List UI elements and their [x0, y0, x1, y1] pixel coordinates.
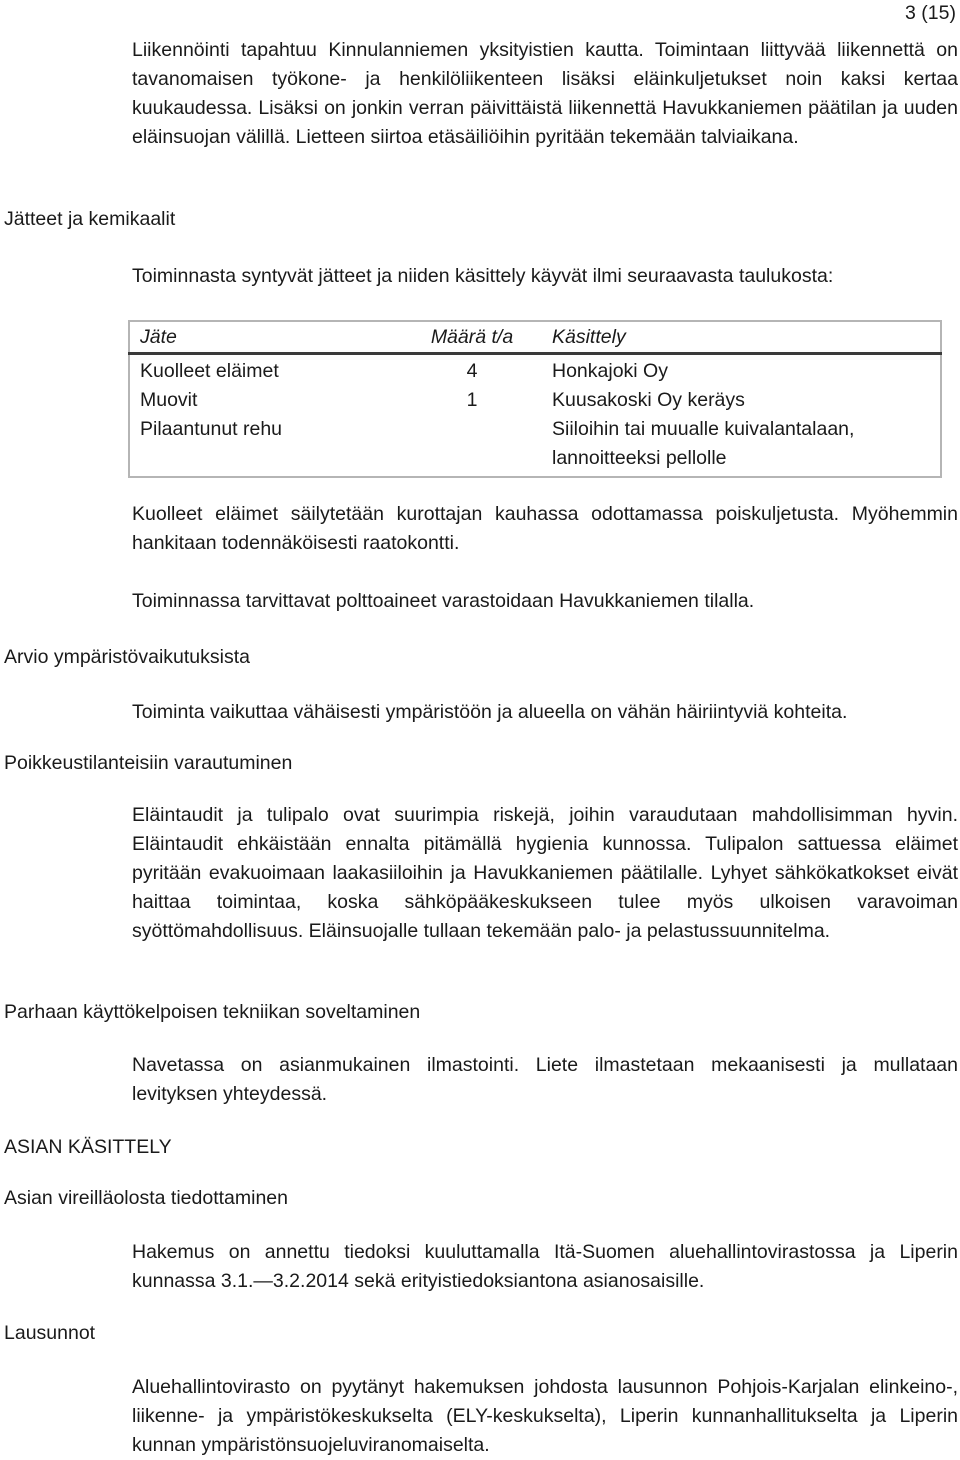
table-header-cell: Määrä t/a	[402, 321, 542, 354]
bat-text: Navetassa on asianmukainen ilmastointi. Liete ilmastetaan mekaanisesti ja mullataan levityksen yhteydessä.	[132, 1054, 958, 1105]
case-heading: ASIAN KÄSITTELY	[4, 1136, 172, 1158]
table-cell: Muovit	[140, 389, 198, 411]
table-cell: Honkajoki Oy	[552, 360, 668, 382]
env-text: Toiminta vaikuttaa vähäisesti ympäristöön ja alueella on vähän häiriintyviä kohteita.	[132, 701, 848, 723]
table-cell: Kuusakoski Oy keräys	[552, 389, 745, 411]
table-cell	[402, 415, 542, 477]
statements-heading: Lausunnot	[4, 1322, 96, 1344]
page-number: 3 (15)	[905, 2, 956, 24]
fuel-note: Toiminnassa tarvittavat polttoaineet varastoidaan Havukkaniemen tilalla.	[132, 590, 755, 612]
table-cell: 4	[466, 360, 478, 382]
table-header-cell: Käsittely	[542, 321, 941, 354]
bat-heading: Parhaan käyttökelpoisen tekniikan soveltaminen	[4, 1001, 421, 1023]
table-header-row	[129, 321, 941, 354]
notice-heading: Asian vireilläolosta tiedottaminen	[4, 1187, 288, 1209]
waste-intro: Toiminnasta syntyvät jätteet ja niiden käsittely käyvät ilmi seuraavasta taulukosta:	[132, 265, 834, 287]
table-cell: Pilaantunut rehu	[140, 418, 283, 440]
table-row	[129, 386, 941, 415]
table-cell: Siiloihin tai muualle kuivalantalaan, lannoitteeksi pellolle	[552, 418, 855, 469]
statements-text: Aluehallintovirasto on pyytänyt hakemuksen johdosta lausunnon Pohjois-Karjalan elinkeino-, liikenne- ja ympäristökeskukselta (ELY-keskukselta), Liperin kunnanhallitukselta ja Liperin kunnan ympäristönsuojeluviranomaiselta.	[132, 1376, 958, 1456]
table-row	[129, 415, 941, 477]
emergency-text: Eläintaudit ja tulipalo ovat suurimpia riskejä, joihin varaudutaan mahdollisimman hyvin. Eläintaudit ehkäistään ennalta pitämällä hygienia kunnossa. Tulipalon sattuessa eläimet pyritään evakuoimaan laakasiiloihin ja Havukkaniemen päätilalle. Lyhyet sähkökatkokset eivät haittaa toimintaa, koska sähköpääkeskukseen tulee myös ulkoisen varavoiman syöttömahdollisuus. Eläinsuojalle tullaan tekemään palo- ja pelastussuunnitelma.	[132, 804, 958, 942]
table-cell: 1	[466, 389, 478, 411]
table-cell: Kuolleet eläimet	[140, 360, 279, 382]
waste-note: Kuolleet eläimet säilytetään kurottajan kauhassa odottamassa poiskuljetusta. Myöhemmin hankitaan todennäköisesti raatokontti.	[132, 503, 958, 554]
intro-paragraph: Liikennöinti tapahtuu Kinnulanniemen yksityistien kautta. Toimintaan liittyvää liikennettä on tavanomaisen työkone- ja henkilöliikenteen lisäksi eläinkuljetukset noin kaksi kertaa kuukaudessa. Lisäksi on jonkin verran päivittäistä liikennettä Havukkaniemen päätilan ja uuden eläinsuojan välillä. Lietteen siirtoa etäsäiliöihin pyritään tekemään talviaikana.	[132, 39, 958, 148]
table-row	[129, 354, 941, 387]
notice-text: Hakemus on annettu tiedoksi kuuluttamalla Itä-Suomen aluehallintovirastossa ja Liperin kunnassa 3.1.―3.2.2014 sekä erityistiedoksiantona asianosaisille.	[132, 1241, 958, 1292]
emergency-heading: Poikkeustilanteisiin varautuminen	[4, 752, 293, 774]
waste-table	[128, 320, 942, 478]
table-header-cell: Jäte	[129, 321, 402, 354]
env-heading: Arvio ympäristövaikutuksista	[4, 646, 250, 668]
waste-heading: Jätteet ja kemikaalit	[4, 208, 176, 230]
